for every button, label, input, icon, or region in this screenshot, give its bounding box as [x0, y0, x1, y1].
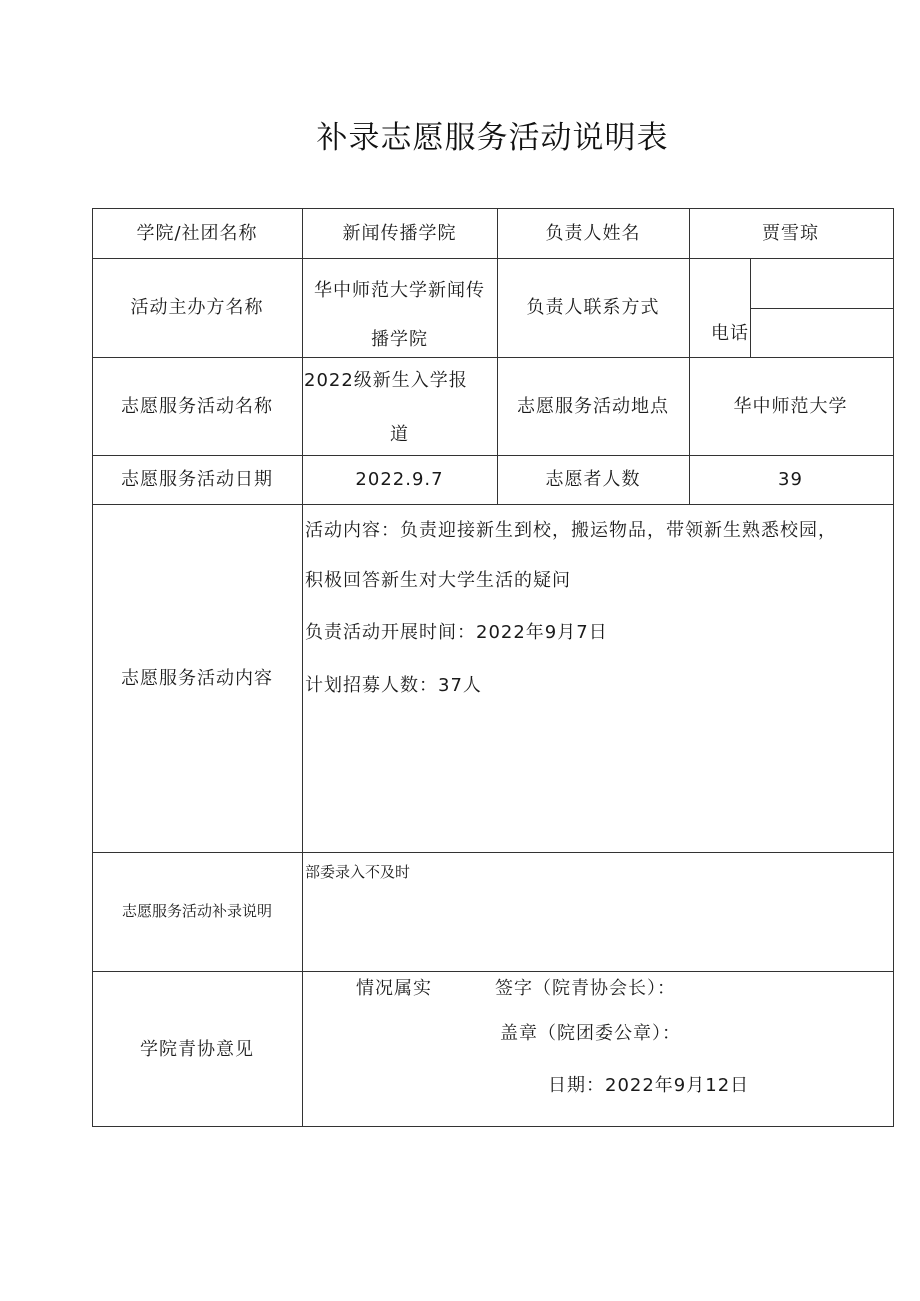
col-divider — [750, 258, 751, 358]
label-location: 志愿服务活动地点 — [517, 396, 669, 417]
content-line: 负责活动开展时间：2022年9月7日 — [305, 622, 608, 643]
form-title: 补录志愿服务活动说明表 — [316, 120, 669, 156]
value-location: 华中师范大学 — [733, 396, 848, 417]
label-leader-name: 负责人姓名 — [545, 223, 641, 244]
label-college: 学院/社团名称 — [136, 223, 258, 244]
content-line: 活动内容：负责迎接新生到校，搬运物品，带领新生熟悉校园， — [305, 520, 837, 541]
value-activity-name-line1: 2022级新生入学报 — [304, 370, 468, 391]
supplement-text: 部委录入不及时 — [305, 863, 411, 881]
row-divider — [92, 504, 893, 505]
label-content: 志愿服务活动内容 — [121, 668, 273, 689]
opinion-sign: 签字（院青协会长）： — [495, 978, 676, 999]
label-activity-name: 志愿服务活动名称 — [121, 396, 273, 417]
row-divider — [92, 852, 893, 853]
row-divider — [92, 357, 893, 358]
col-divider — [497, 208, 498, 505]
value-college: 新闻传播学院 — [342, 223, 457, 244]
content-line: 积极回答新生对大学生活的疑问 — [305, 570, 571, 591]
value-date: 2022.9.7 — [355, 469, 444, 490]
opinion-verified: 情况属实 — [356, 978, 432, 999]
value-organizer-line1: 华中师范大学新闻传 — [314, 280, 485, 301]
label-supplement: 志愿服务活动补录说明 — [121, 902, 272, 920]
label-volunteer-count: 志愿者人数 — [545, 469, 641, 490]
label-contact: 负责人联系方式 — [526, 297, 660, 318]
row-divider — [750, 308, 893, 309]
value-organizer-line2: 播学院 — [371, 329, 428, 350]
opinion-date: 日期：2022年9月12日 — [548, 1075, 750, 1096]
opinion-stamp: 盖章（院团委公章）： — [500, 1023, 681, 1044]
value-activity-name-line2: 道 — [390, 424, 409, 445]
row-divider — [92, 971, 893, 972]
row-divider — [92, 455, 893, 456]
content-line: 计划招募人数：37人 — [305, 675, 482, 696]
label-date: 志愿服务活动日期 — [121, 469, 273, 490]
value-leader-name: 贾雪琼 — [762, 223, 819, 244]
label-organizer: 活动主办方名称 — [130, 297, 264, 318]
row-divider — [92, 258, 893, 259]
label-opinion: 学院青协意见 — [140, 1039, 254, 1060]
col-divider — [689, 208, 690, 505]
value-volunteer-count: 39 — [778, 469, 803, 490]
label-phone: 电话 — [711, 323, 749, 344]
